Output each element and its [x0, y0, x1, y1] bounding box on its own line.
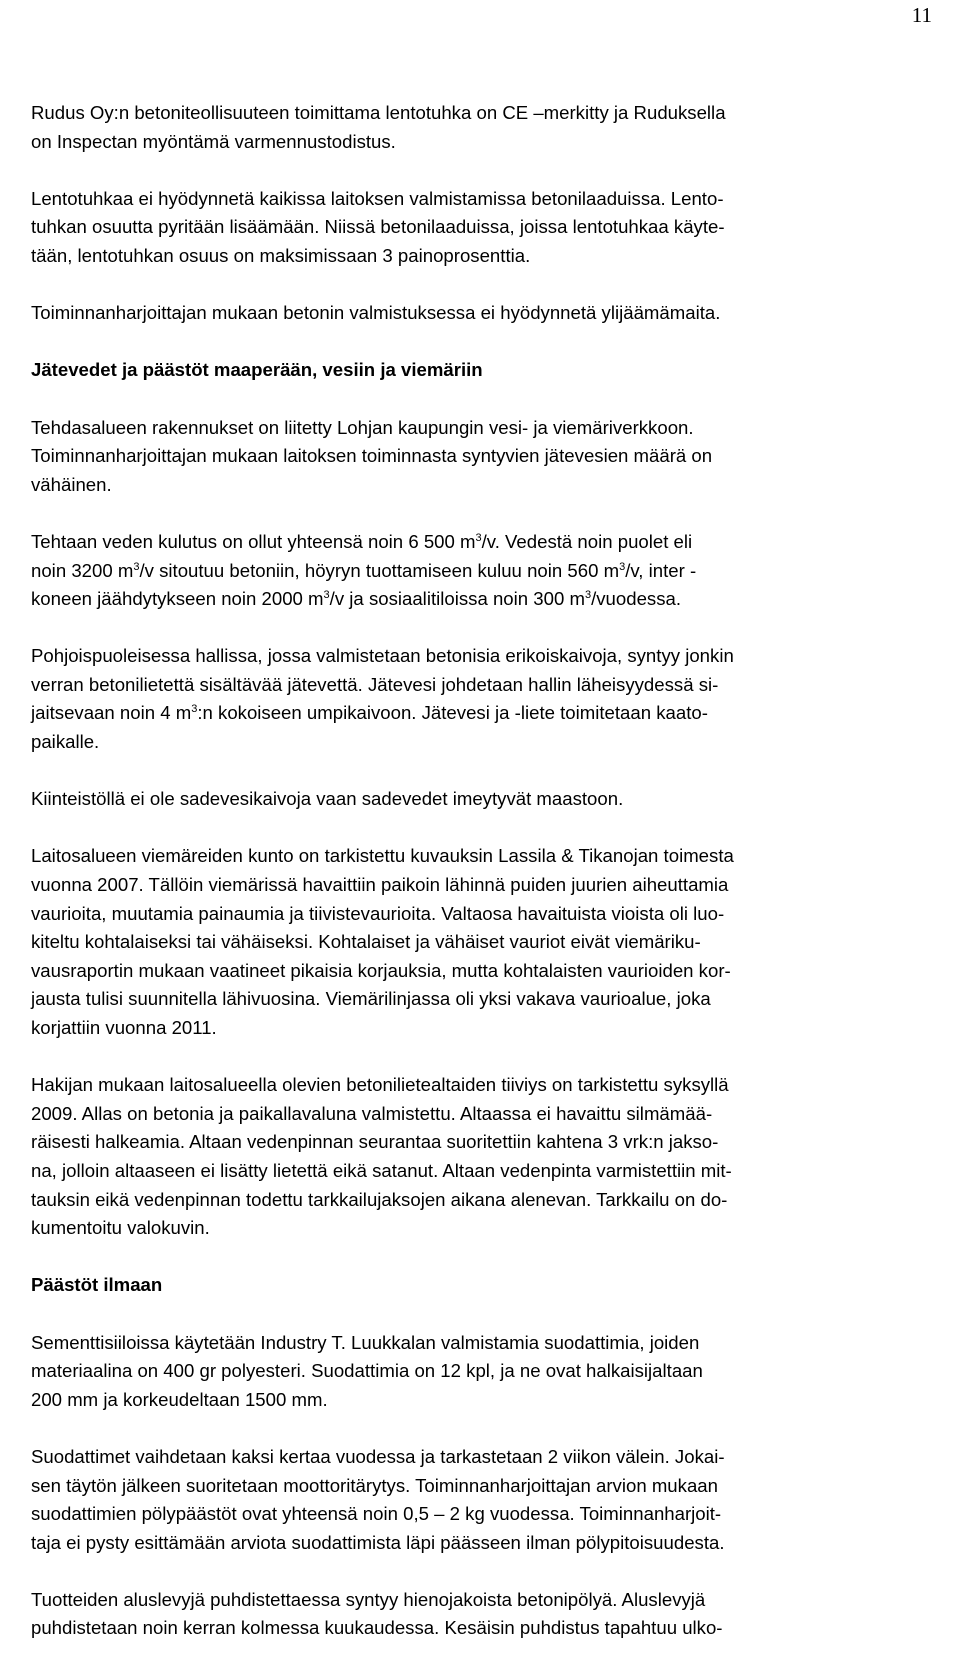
paragraph-sewer-connection: Tehdasalueen rakennukset on liitetty Lohjan kaupungin vesi- ja viemäriverkkoon. Toiminnanharjoittajan mukaan laitoksen toiminnasta syntyvien jätevesien määrä on vähäinen. [31, 416, 713, 495]
paragraph-surplus-soil: Toiminnanharjoittajan mukaan betonin valmistuksessa ei hyödynnetä ylijäämämaita. [31, 302, 721, 324]
page-number: 11 [911, 3, 932, 27]
section-heading-wastewater: Jätevedet ja päästöt maaperään, vesiin ja viemäriin [31, 359, 483, 381]
superscript: 3 [133, 560, 140, 573]
paragraph-filter-maintenance: Suodattimet vaihdetaan kaksi kertaa vuodessa ja tarkastetaan 2 viikon välein. Jokai- sen täytön jälkeen suoritetaan moottoritärytys. Toiminnanharjoittajan arvion mukaan suodattimien pölypäästöt ovat yhteensä noin 0,5 – 2 kg vuodessa. Toiminnanharjoit- taja ei pysty esittämään arviota suodattimista läpi päässeen ilman pölypitoisuudesta. [31, 1445, 725, 1553]
paragraph-fly-ash-usage: Lentotuhkaa ei hyödynnetä kaikissa laitoksen valmistamissa betonilaaduissa. Lento- tuhkan osuutta pyritään lisäämään. Niissä betonilaaduissa, joissa lentotuhkaa käyte- tään, lentotuhkan osuus on maksimissaan 3 painoprosenttia. [31, 187, 725, 266]
paragraph-fly-ash-certification: Rudus Oy:n betoniteollisuuteen toimittama lentotuhka on CE –merkitty ja Ruduksella on Inspectan myöntämä varmennustodistus. [31, 102, 726, 152]
paragraph-cesspit [31, 642, 936, 756]
superscript: 3 [475, 531, 482, 544]
text-run: /v sitoutuu betoniin, höyryn tuottamiseen kuluu noin 560 m [139, 559, 620, 581]
text-run: /v. Vedestä noin puolet eli noin 3200 m [31, 530, 693, 581]
text-run: /v ja sosiaalitiloissa noin 300 m [329, 588, 585, 610]
paragraph-sludge-basin: Hakijan mukaan laitosalueella olevien betonilietealtaiden tiiviys on tarkistettu syksyllä 2009. Allas on betonia ja paikallavaluna valmistettu. Altaassa ei havaittu silmämää- räisesti halkeamia. Altaan vedenpinnan seurantaa suoritettiin kahtena 3 vrk:n jakso- na, jolloin altaaseen ei lisätty lietettä eikä satanut. Altaan vedenpinta varmistettiin mit- tauksin eikä vedenpinnan todettu tarkkailujaksojen aikana alenevan. Tarkkailu on do- kumentoitu valokuvin. [31, 1074, 732, 1239]
document-body [31, 99, 936, 1643]
text-run: Tehtaan veden kulutus on ollut yhteensä noin 6 500 m [31, 530, 476, 552]
section-heading-air-emissions: Päästöt ilmaan [31, 1274, 163, 1296]
text-run: Pohjoispuoleisessa hallissa, jossa valmistetaan betonisia erikoiskaivoja, syntyy jonkin verran betonilietettä sisältävää jätevettä. Jätevesi johdetaan hallin läheisyydessä si- jaitsevaan noin 4 m [31, 645, 734, 724]
superscript: 3 [619, 560, 626, 573]
text-run: /v, inter - koneen jäähdytykseen noin 2000 m [31, 559, 697, 610]
paragraph-water-consumption [31, 528, 936, 614]
superscript: 3 [584, 589, 592, 602]
paragraph-baseplate-cleaning: Tuotteiden aluslevyjä puhdistettaessa syntyy hienojakoista betonipölyä. Aluslevyjä puhdistetaan noin kerran kolmessa kuukaudessa. Kesäisin puhdistus tapahtuu ulko- [31, 1588, 723, 1639]
superscript: 3 [323, 589, 330, 602]
paragraph-sewer-inspection: Laitosalueen viemäreiden kunto on tarkistettu kuvauksin Lassila & Tikanojan toimesta vuonna 2007. Tällöin viemärissä havaittiin paikoin lähinnä puiden juurien aiheuttamia vaurioita, muutamia painaumia ja tiivistevaurioita. Valtaosa havaituista vioista oli luo- kiteltu kohtalaiseksi tai vähäiseksi. Kohtalaiset ja vähäiset vauriot eivät viemäriku- vausraportin mukaan vaatineet pikaisia korjauksia, mutta kohtalaisten vaurioiden kor- jausta tulisi suunnitella lähivuosina. Viemärilinjassa oli yksi vakava vaurioalue, joka korjattiin vuonna 2011. [31, 845, 734, 1038]
superscript: 3 [191, 703, 198, 716]
text-run: :n kokoiseen umpikaivoon. Jätevesi ja -liete toimitetaan kaato- paikalle. [31, 702, 708, 753]
text-run: /vuodessa. [591, 588, 682, 610]
paragraph-stormwater: Kiinteistöllä ei ole sadevesikaivoja vaan sadevedet imeytyvät maastoon. [31, 788, 624, 810]
paragraph-silo-filters: Sementtisiiloissa käytetään Industry T. Luukkalan valmistamia suodattimia, joiden materiaalina on 400 gr polyesteri. Suodattimia on 12 kpl, ja ne ovat halkaisijaltaan 200 mm ja korkeudeltaan 1500 mm. [31, 1331, 703, 1410]
